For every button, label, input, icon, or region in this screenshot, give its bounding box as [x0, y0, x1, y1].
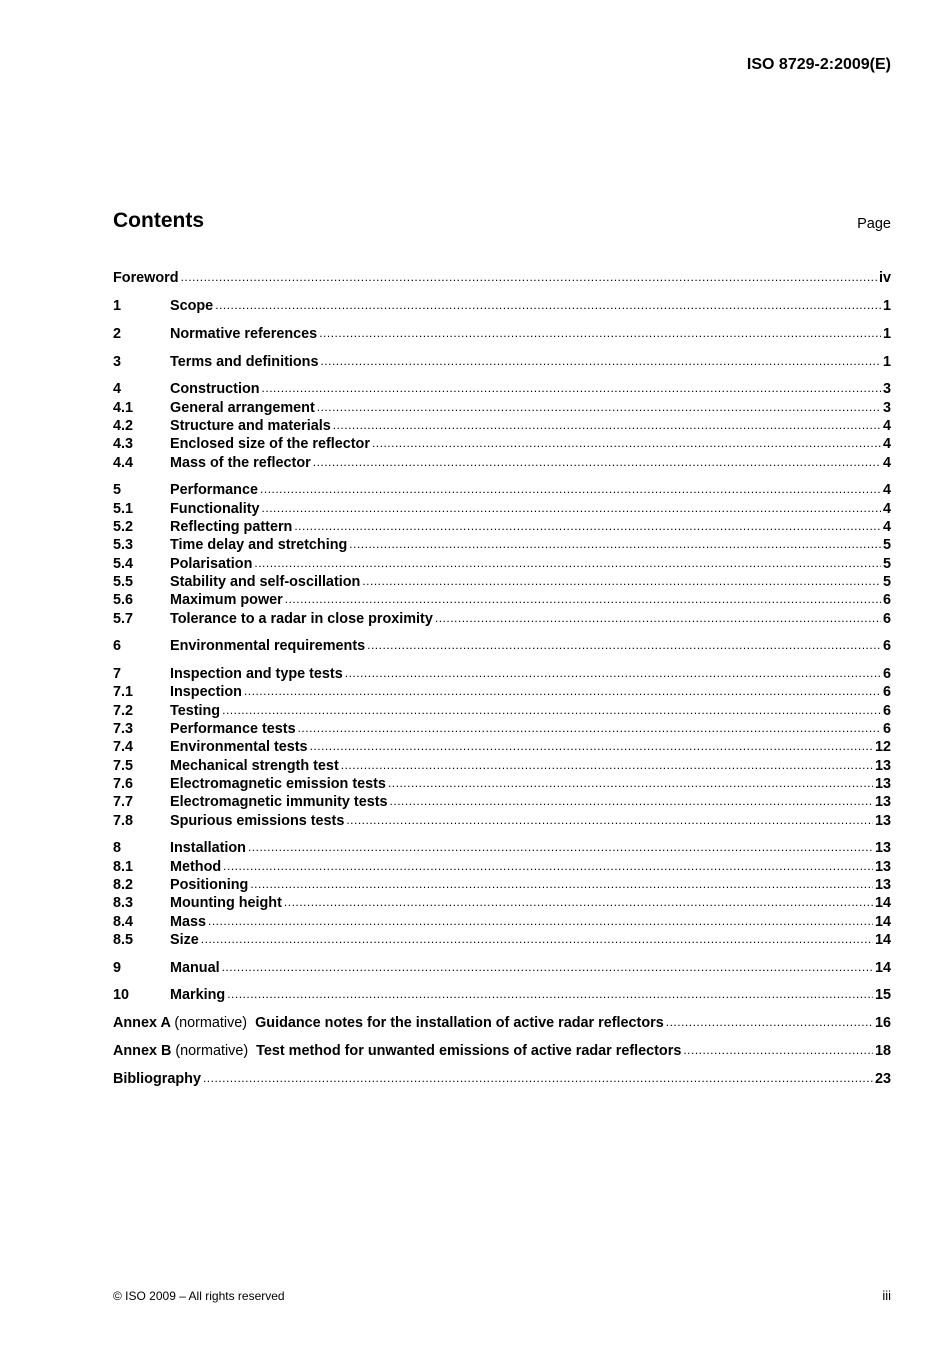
toc-entry[interactable] [113, 719, 891, 737]
toc-entry-label: Marking [170, 987, 226, 1004]
document-id: ISO 8729-2:2009(E) [746, 56, 891, 73]
toc-entry-page: 6 [882, 610, 891, 627]
annex-type: (normative) [175, 1042, 249, 1059]
toc-leader-dots [244, 684, 881, 698]
toc-entry-page: 13 [874, 757, 891, 774]
toc-entry-page: 3 [882, 381, 891, 398]
toc-entry-page: 6 [882, 684, 891, 701]
toc-entry-number: 7.2 [113, 702, 134, 719]
toc-entry-label: Electromagnetic emission tests [170, 775, 386, 792]
toc-entry[interactable] [113, 572, 891, 590]
toc-entry-page: 13 [874, 775, 891, 792]
toc-entry-label: Maximum power [170, 592, 283, 609]
annex-label [113, 1015, 666, 1031]
toc-entry-label: Construction [170, 381, 260, 398]
toc-entry-label: Reflecting pattern [170, 519, 293, 536]
toc-leader-dots [222, 960, 873, 974]
toc-entry-label: Inspection and type tests [170, 666, 343, 683]
toc-leader-dots [346, 813, 873, 827]
toc-entry[interactable] [113, 517, 891, 535]
toc-entry[interactable] [113, 985, 891, 1003]
toc-entry-number: 4.2 [113, 418, 134, 435]
toc-entry[interactable] [113, 452, 891, 470]
toc-entry-label: Performance [170, 482, 258, 499]
toc-entry-number: 4.4 [113, 454, 134, 471]
toc-entry-label: Environmental tests [170, 739, 308, 756]
toc-leader-dots [362, 574, 881, 588]
toc-entry[interactable] [113, 636, 891, 654]
toc-entry-number: 5.6 [113, 592, 134, 609]
toc-leader-dots [683, 1043, 873, 1057]
toc-leader-dots [349, 537, 881, 551]
toc-entry[interactable] [113, 875, 891, 893]
toc-entry-page: 6 [882, 721, 891, 738]
toc-entry-label: Mechanical strength test [170, 757, 339, 774]
toc-entry[interactable] [113, 379, 891, 397]
toc-entry-number: 5.4 [113, 555, 134, 572]
toc-entry-label: Electromagnetic immunity tests [170, 794, 388, 811]
toc-leader-dots [262, 501, 881, 515]
toc-entry-page: 14 [874, 931, 891, 948]
toc-entry-page: 6 [882, 666, 891, 683]
toc-leader-dots [372, 436, 881, 450]
annex-prefix: Annex A [113, 1015, 171, 1032]
page-number: iii [882, 1288, 891, 1303]
toc-entry-label: Scope [170, 298, 214, 315]
toc-entry[interactable] [113, 930, 891, 948]
toc-entry-number: 7.5 [113, 757, 134, 774]
toc-entry-page: 14 [874, 913, 891, 930]
annex-type: (normative) [174, 1015, 248, 1032]
toc-entry-label: Structure and materials [170, 418, 331, 435]
toc-annex-entry[interactable] [113, 1041, 891, 1059]
toc-entry-page: 1 [882, 298, 891, 315]
toc-entry[interactable] [113, 893, 891, 911]
toc-entry-number: 5.7 [113, 610, 134, 627]
toc-entry-label: Testing [170, 702, 221, 719]
toc-entry-page: 5 [882, 555, 891, 572]
toc-entry-page: 13 [874, 812, 891, 829]
toc-leader-dots [203, 1071, 873, 1085]
toc-leader-dots [298, 721, 881, 735]
toc-entry-page: 13 [874, 794, 891, 811]
toc-leader-dots [262, 381, 881, 395]
annex-title: Guidance notes for the installation of active radar reflectors [255, 1015, 664, 1032]
toc-entry-number: 8.4 [113, 913, 134, 930]
toc-entry[interactable] [113, 434, 891, 452]
toc-entry-page: 4 [882, 482, 891, 499]
toc-entry-label: Stability and self-oscillation [170, 573, 361, 590]
toc-entry-label: Foreword [113, 270, 179, 287]
toc-entry-number: 7.6 [113, 775, 134, 792]
toc-entry[interactable] [113, 810, 891, 828]
toc-leader-dots [313, 455, 881, 469]
toc-entry[interactable] [113, 856, 891, 874]
toc-entry[interactable] [113, 682, 891, 700]
toc-entry-page: 4 [882, 436, 891, 453]
toc-entry-number: 8.2 [113, 876, 134, 893]
toc-leader-dots [390, 794, 873, 808]
toc-entry-page: 1 [882, 325, 891, 342]
toc-entry[interactable] [113, 838, 891, 856]
toc-entry-label: Functionality [170, 500, 260, 517]
toc-entry-page: 18 [874, 1042, 891, 1059]
toc-entry-page: 4 [882, 454, 891, 471]
toc-entry-page: 6 [882, 592, 891, 609]
toc-entry-page: 23 [874, 1070, 891, 1087]
toc-leader-dots [260, 482, 881, 496]
toc-entry[interactable] [113, 774, 891, 792]
toc-entry-label: Performance tests [170, 721, 296, 738]
toc-entry-page: 14 [874, 895, 891, 912]
toc-leader-dots [250, 877, 873, 891]
toc-entry-number: 8.3 [113, 895, 134, 912]
toc-entry-label: Mass [170, 913, 206, 930]
toc-entry-page: 13 [874, 840, 891, 857]
toc-entry-page: 1 [882, 353, 891, 370]
toc-entry-page: 6 [882, 702, 891, 719]
toc-entry-label: Inspection [170, 684, 242, 701]
toc-leader-dots [367, 638, 881, 652]
toc-entry-label: Enclosed size of the reflector [170, 436, 370, 453]
toc-leader-dots [345, 666, 881, 680]
toc-leader-dots [388, 776, 873, 790]
toc-entry[interactable] [113, 296, 891, 314]
toc-entry-page: 4 [882, 519, 891, 536]
toc-leader-dots [215, 298, 881, 312]
toc-entry-number: 10 [113, 987, 130, 1004]
toc-entry[interactable] [113, 700, 891, 718]
toc-entry-number: 7 [113, 666, 122, 683]
toc-entry-label: Manual [170, 959, 220, 976]
toc-bibliography-entry[interactable] [113, 1068, 891, 1086]
toc-entry[interactable] [113, 397, 891, 415]
toc-entry-page: 4 [882, 418, 891, 435]
toc-entry-number: 8.5 [113, 931, 134, 948]
toc-leader-dots [294, 519, 881, 533]
toc-entry-page: 15 [874, 987, 891, 1004]
toc-leader-dots [254, 556, 881, 570]
toc-entry-number: 2 [113, 325, 122, 342]
toc-leader-dots [317, 400, 881, 414]
toc-entry[interactable] [113, 755, 891, 773]
toc-entry-number: 7.8 [113, 812, 134, 829]
toc-leader-dots [435, 611, 881, 625]
toc-entry-number: 9 [113, 959, 122, 976]
toc-entry-number: 7.4 [113, 739, 134, 756]
toc-entry-label: Mass of the reflector [170, 454, 311, 471]
toc-leader-dots [333, 418, 881, 432]
toc-entry-page: 13 [874, 858, 891, 875]
toc-entry-page: 3 [882, 399, 891, 416]
toc-leader-dots [341, 758, 873, 772]
toc-entry-label: Spurious emissions tests [170, 812, 345, 829]
toc-entry-label: Size [170, 931, 199, 948]
toc-entry-page: 14 [874, 959, 891, 976]
toc-entry-label: Installation [170, 840, 246, 857]
toc-entry[interactable] [113, 268, 891, 286]
toc-entry[interactable] [113, 498, 891, 516]
toc-entry-number: 5.5 [113, 573, 134, 590]
toc-entry-number: 4.3 [113, 436, 134, 453]
toc-entry-number: 5.2 [113, 519, 134, 536]
page-column-label: Page [857, 216, 891, 232]
toc-entry-number: 7.1 [113, 684, 134, 701]
toc-entry-page: 13 [874, 876, 891, 893]
toc-leader-dots [248, 840, 873, 854]
toc-leader-dots [227, 987, 873, 1001]
toc-entry-label: General arrangement [170, 399, 315, 416]
toc-entry[interactable] [113, 737, 891, 755]
bibliography-label: Bibliography [113, 1070, 201, 1087]
toc-entry[interactable] [113, 664, 891, 682]
annex-label [113, 1043, 683, 1059]
toc-entry[interactable] [113, 608, 891, 626]
toc-entry[interactable] [113, 416, 891, 434]
toc-leader-dots [285, 592, 881, 606]
toc-entry[interactable] [113, 535, 891, 553]
toc-entry-number: 4 [113, 381, 122, 398]
toc-entry-number: 8.1 [113, 858, 134, 875]
toc-entry-page: 6 [882, 638, 891, 655]
toc-leader-dots [201, 932, 873, 946]
toc-entry-label: Time delay and stretching [170, 537, 348, 554]
toc-entry[interactable] [113, 911, 891, 929]
toc-entry-label: Environmental requirements [170, 638, 366, 655]
toc-entry-page: 5 [882, 537, 891, 554]
toc-entry-number: 7.3 [113, 721, 134, 738]
toc-entry-label: Positioning [170, 876, 249, 893]
toc-annex-entry[interactable] [113, 1013, 891, 1031]
toc-entry-number: 4.1 [113, 399, 134, 416]
copyright-notice: © ISO 2009 – All rights reserved [113, 1289, 285, 1303]
toc-entry[interactable] [113, 351, 891, 369]
toc-entry[interactable] [113, 957, 891, 975]
toc-entry-page: 12 [874, 739, 891, 756]
table-of-contents [113, 268, 891, 1087]
toc-leader-dots [222, 703, 881, 717]
toc-entry-number: 7.7 [113, 794, 134, 811]
toc-entry-page: 5 [882, 573, 891, 590]
toc-entry-label: Method [170, 858, 222, 875]
toc-entry-page: iv [878, 270, 891, 287]
toc-leader-dots [320, 354, 881, 368]
toc-leader-dots [181, 270, 877, 284]
toc-entry-number: 8 [113, 840, 122, 857]
toc-leader-dots [223, 859, 873, 873]
toc-entry-label: Mounting height [170, 895, 282, 912]
toc-entry-label: Normative references [170, 325, 318, 342]
toc-entry-page: 16 [874, 1015, 891, 1032]
toc-entry[interactable] [113, 590, 891, 608]
contents-title: Contents [113, 209, 204, 232]
toc-entry-number: 3 [113, 353, 122, 370]
toc-leader-dots [284, 895, 873, 909]
toc-entry-number: 5.3 [113, 537, 134, 554]
toc-entry[interactable] [113, 324, 891, 342]
toc-entry-label: Terms and definitions [170, 353, 319, 370]
toc-leader-dots [208, 914, 873, 928]
toc-entry-number: 6 [113, 638, 122, 655]
toc-entry[interactable] [113, 480, 891, 498]
toc-leader-dots [319, 326, 881, 340]
toc-entry-number: 5 [113, 482, 122, 499]
toc-entry-number: 5.1 [113, 500, 134, 517]
toc-leader-dots [310, 739, 873, 753]
annex-prefix: Annex B [113, 1042, 172, 1059]
toc-entry-page: 4 [882, 500, 891, 517]
toc-leader-dots [666, 1015, 873, 1029]
toc-entry[interactable] [113, 792, 891, 810]
annex-title: Test method for unwanted emissions of active radar reflectors [256, 1042, 682, 1059]
toc-entry-number: 1 [113, 298, 122, 315]
toc-entry-label: Tolerance to a radar in close proximity [170, 610, 433, 627]
toc-entry-label: Polarisation [170, 555, 253, 572]
toc-entry[interactable] [113, 553, 891, 571]
